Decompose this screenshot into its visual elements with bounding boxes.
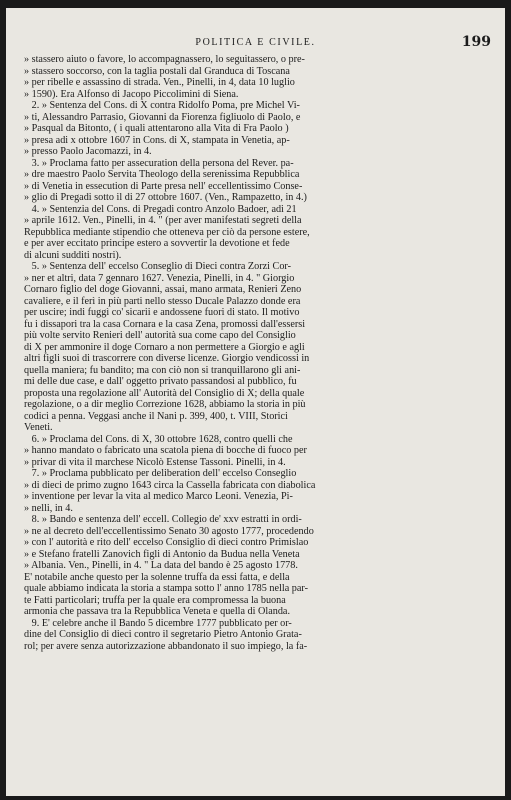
book-page xyxy=(6,8,505,796)
text-line: » stassero soccorso, con la taglia postali dal Granduca di Toscana xyxy=(24,65,290,77)
text-line: te Fatti particolari; truffa per la quale era compromessa la buona xyxy=(24,594,286,606)
text-line: » aprile 1612. Ven., Pinelli, in 4. " (per aver manifestati segreti della xyxy=(24,215,302,226)
text-line: cavaliere, e il ferì in più parti nello stesso Ducale Palazzo donde era xyxy=(24,295,301,307)
page-header xyxy=(6,34,505,50)
body-text xyxy=(24,54,482,652)
text-line: 7. » Proclama pubblicato per deliberation dell' eccelso Conseglio xyxy=(24,468,297,479)
text-line: per uscire; indi fuggì co' sicarii e andossene fuori di stato. Il motivo xyxy=(24,307,300,318)
text-line: quale abbiamo indicata la storia a stampa sotto l' anno 1785 nella par- xyxy=(24,583,308,594)
text-line: 3. » Proclama fatto per assecuration della persona del Rever. pa- xyxy=(24,157,294,169)
running-title: POLITICA E CIVILE. xyxy=(195,37,316,48)
text-line: » ner et altri, data 7 gennaro 1627. Venezia, Pinelli, in 4. " Giorgio xyxy=(24,272,295,284)
text-line: » hanno mandato o fabricato una scatola piena di bocche di fuoco per xyxy=(24,445,307,456)
text-line: 8. » Bando e sentenza dell' eccell. Collegio de' xxv estratti in ordi- xyxy=(24,514,302,525)
text-line: » nelli, in 4. xyxy=(24,502,73,514)
text-line: » di Venetia in essecution di Parte presa nell' eccellentissimo Conse- xyxy=(24,180,303,192)
text-line: altri figli suoi di trascorrere con diverse licenze. Giorgio vendicossi in xyxy=(24,353,310,364)
text-line: 5. » Sentenza dell' eccelso Conseglio di Dieci contra Zorzi Cor- xyxy=(24,261,291,272)
text-line: » Pasqual da Bitonto, ( i quali attentarono alla Vita di Fra Paolo ) xyxy=(24,123,289,134)
text-line: Repubblica mediante stipendio che otteneva per ciò da persone estere, xyxy=(24,226,310,238)
text-line: 9. E' celebre anche il Bando 5 dicembre 1777 pubblicato per or- xyxy=(24,617,292,629)
text-line: Veneti. xyxy=(24,422,53,433)
text-line: » stassero aiuto o favore, lo accompagnassero, lo seguitassero, o pre- xyxy=(24,54,305,65)
text-line: proposta una regolazione all' Autorità del Consiglio di X; della quale xyxy=(24,387,305,399)
text-line: quella maniera; fu bandito; ma con ciò non si tranquillarono gli ani- xyxy=(24,364,301,376)
text-line: codici a penna. Veggasi anche il Nani p. 399, 400, t. VIII, Storici xyxy=(24,410,288,422)
text-line: » di dieci de primo zugno 1643 circa la Cassella fabricata con diabolica xyxy=(24,479,316,491)
text-line: E' notabile anche questo per la solenne truffa da essi fatta, e della xyxy=(24,571,290,583)
text-line: » presa adi x ottobre 1607 in Cons. di X, stampata in Venetia, ap- xyxy=(24,134,290,146)
text-line: » Albania. Ven., Pinelli, in 4. " La data del bando è 25 agosto 1778. xyxy=(24,560,298,571)
text-line: di X per ammonire il doge Cornaro a non permettere a Giorgio e agli xyxy=(24,341,305,353)
text-line: » glio di Pregadi sotto il di 27 ottobre 1607. (Ven., Rampazetto, in 4.) xyxy=(24,192,307,203)
text-line: 4. » Sentenzia del Cons. di Pregadi contro Anzolo Badoer, adi 21 xyxy=(24,203,297,215)
text-line: più volte servito Renieri dell' autorità sua come capo del Consiglio xyxy=(24,330,296,341)
text-line: » dre maestro Paolo Servita Theologo della serenissima Repubblica xyxy=(24,169,300,180)
text-line: rol; per avere senza autorizzazione abbandonato il suo impiego, la fa- xyxy=(24,640,308,652)
text-line: Cornaro figlio del doge Giovanni, assai, mano armata, Renieri Zeno xyxy=(24,284,302,295)
text-line: » ti, Alessandro Parrasio, Giovanni da Fiorenza figliuolo di Paolo, e xyxy=(24,111,301,123)
text-line: 6. » Proclama del Cons. di X, 30 ottobre 1628, contro quelli che xyxy=(24,433,293,445)
text-line: » inventione per levar la vita al medico Marco Leoni. Venezia, Pi- xyxy=(24,491,293,502)
text-line: » con l' autorità e rito dell' eccelso Consiglio di dieci contro Primislao xyxy=(24,537,309,548)
text-line: » 1590). Era Alfonso di Jacopo Piccolimini di Siena. xyxy=(24,88,239,100)
text-line: dine del Consiglio di dieci contro il segretario Pietro Antonio Grata- xyxy=(24,629,302,640)
text-line: » ne al decreto dell'eccellentissimo Senato 30 agosto 1777, procedendo xyxy=(24,525,314,537)
page-number: 199 xyxy=(461,34,491,50)
text-line: regolazione, o a dir meglio Correzione 1628, abbiamo la storia in più xyxy=(24,399,306,410)
text-line: armonia che passava tra la Repubblica Veneta e quella di Olanda. xyxy=(24,606,290,617)
text-line: » presso Paolo Jacomazzi, in 4. xyxy=(24,146,152,157)
text-line: di alcuni sudditi nostri). xyxy=(24,249,122,261)
text-line: » per ribelle e assassino di strada. Ven., Pinelli, in 4, data 10 luglio xyxy=(24,77,295,88)
text-line: fu i dissapori tra la casa Cornara e la casa Zena, promossi dall'essersi xyxy=(24,318,306,330)
text-line: mi delle due case, e dall' oggetto privato passandosi al pubblico, fu xyxy=(24,376,297,387)
text-line: » privar di vita il marchese Nicolò Estense Tassoni. Pinelli, in 4. xyxy=(24,456,286,468)
text-line: e per aver eccitato principe estero a sovvertir la devotione et fede xyxy=(24,238,290,249)
text-line: » e Stefano fratelli Zanovich figli di Antonio da Budua nella Veneta xyxy=(24,548,300,560)
text-line: 2. » Sentenza del Cons. di X contra Ridolfo Poma, pre Michel Vi- xyxy=(24,100,300,111)
